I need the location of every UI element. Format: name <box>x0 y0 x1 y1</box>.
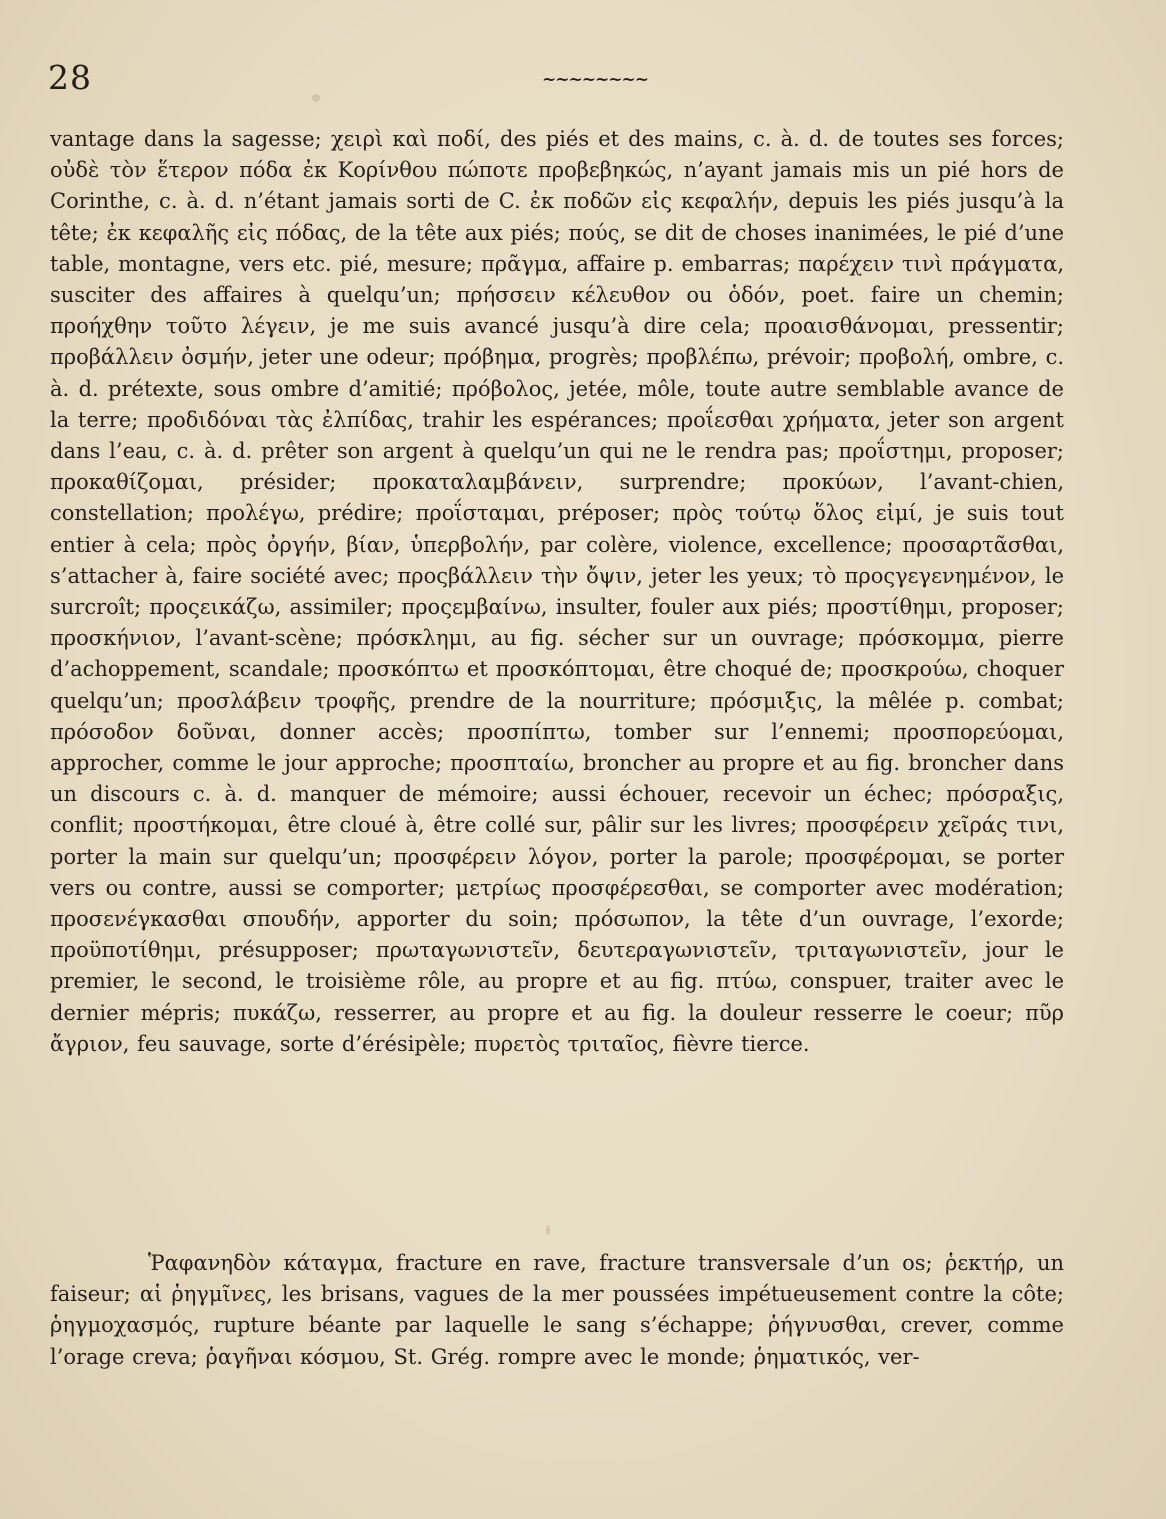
paragraph-2 <box>50 1248 1064 1373</box>
paragraph-1 <box>50 124 1064 1060</box>
page-header <box>48 56 1118 104</box>
paragraph-text: vantage dans la sagesse; χειρὶ καὶ ποδί, des piés et des mains, c. à. d. de toutes ses forces; οὐδὲ τὸν ἕτερον πόδα ἐκ Κορίνθου πώποτε προβεβηκώς, n’ayant jamais mis un pié hors de Corinthe, c. à. d. n’étant jamais sorti de C. ἐκ ποδῶν εἰς κεφαλήν, depuis les piés jusqu’à la tête; ἐκ κεφαλῆς εἰς πόδας, de la tête aux piés; πούς, se dit de choses inanimées, le pié d’une table, montagne, vers etc. pié, mesure; πρᾶγμα, affaire p. embarras; παρέχειν τινὶ πράγματα, susciter des affaires à quelqu’un; πρήσσειν κέλευθον ou ὁδόν, poet. faire un chemin; προήχθην τοῦτο λέγειν, je me suis avancé jusqu’à dire cela; προαισθάνομαι, pressentir; προβάλλειν ὀσμήν, jeter une odeur; πρόβημα, progrès; προβλέπω, prévoir; προβολή, ombre, c. à. d. prétexte, sous ombre d’amitié; πρόβολος, jetée, môle, toute autre semblable avance de la terre; προδιδόναι τὰς ἐλπίδας, trahir les espérances; προΐεσθαι χρήματα, jeter son argent dans l’eau, c. à. d. prêter son argent à quelqu’un qui ne le rendra pas; προΐστημι, proposer; προκαθίζομαι, présider; προκαταλαμβάνειν, surprendre; προκύων, l’avant-chien, constellation; προλέγω, prédire; προΐσταμαι, préposer; πρὸς τούτῳ ὅλος εἰμί, je suis tout entier à cela; πρὸς ὀργήν, βίαν, ὑπερβολήν, par colère, violence, excellence; προσαρτᾶσθαι, s’attacher à, faire société avec; προςβάλλειν τὴν ὄψιν, jeter les yeux; τὸ προςγεγενημένον, le surcroît; προςεικάζω, assimiler; προςεμβαίνω, insulter, fouler aux piés; προστίθημι, proposer; προσκήνιον, l’avant-scène; πρόσκλημι, au fig. sécher sur un ouvrage; πρόσκομμα, pierre d’achoppement, scandale; προσκόπτω et προσκόπτομαι, être choqué de; προσκρούω, choquer quelqu’un; προσλάβειν τροφῆς, prendre de la nourriture; πρόσμιξις, la mêlée p. combat; πρόσοδον δοῦναι, donner accès; προσπίπτω, tomber sur l’ennemi; προσπορεύομαι, approcher, comme le jour approche; προσπταίω, broncher au propre et au fig. broncher dans un discours c. à. d. manquer de mémoire; aussi échouer, recevoir un échec; πρόσραξις, conflit; προστήκομαι, être cloué à, être collé sur, pâlir sur les livres; προσφέρειν χεῖράς τινι, porter la main sur quelqu’un; προσφέρειν λόγον, porter la parole; προσφέρομαι, se porter vers ou contre, aussi se comporter; μετρίως προσφέρεσθαι, se comporter avec modération; προσενέγκασθαι σπουδήν, apporter du soin; πρόσωπον, la tête d’un ouvrage, l’exorde; προϋποτίθημι, présupposer; πρωταγωνιστεῖν, δευτεραγωνιστεῖν, τριταγωνιστεῖν, jour le premier, le second, le troisième rôle, au propre et au fig. πτύω, conspuer, traiter avec le dernier mépris; πυκάζω, resserrer, au propre et au fig. la douleur resserre le coeur; πῦρ ἄγριον, feu sauvage, sorte d’érésipèle; πυρετὸς τριταῖος, fièvre tierce. <box>50 127 1064 1056</box>
header-ornament: ~~~~~~~~ <box>542 70 648 90</box>
paragraph-text: Ῥαφανηδὸν κάταγμα, fracture en rave, fracture transversale d’un os; ῥεκτήρ, un faiseur; αἱ ῥηγμῖνες, les brisans, vagues de la mer poussées impétueusement contre la côte; ῥηγμοχασμός, rupture béante par laquelle le sang s’échappe; ῥήγνυσθαι, crever, comme l’orage creva; ῥαγῆναι κόσμου, St. Grég. rompre avec le monde; ῥηματικός, ver- <box>50 1251 1064 1369</box>
page-number: 28 <box>48 58 92 97</box>
paper-stain <box>546 1225 550 1235</box>
